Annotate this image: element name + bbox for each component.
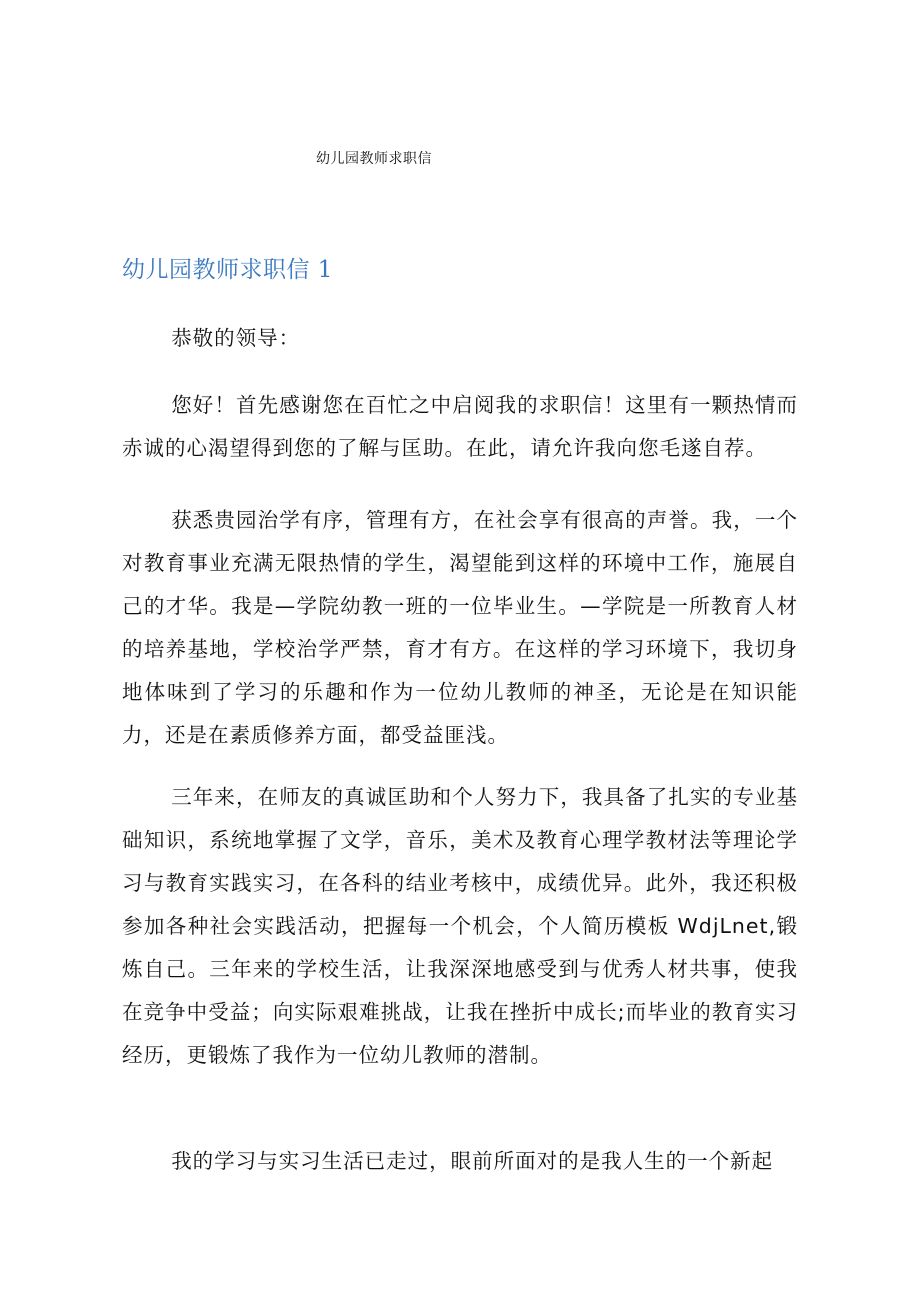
- section-heading: 幼儿园教师求职信 1: [122, 257, 333, 283]
- paragraph-skills-experience: 三年来，在师友的真诚匡助和个人努力下，我具备了扎实的专业基础知识，系统地掌握了文学，音乐，美术及教育心理学教材法等理论学习与教育实践实习，在各科的结业考核中，成绩优异。此外，我还积极参加各种社会实践活动，把握每一个机会，个人简历模板 WdjLnet,锻炼自己。三年来的学校生活，让我深深地感受到与优秀人材共事，使我在竞争中受益；向实际艰难挑战，让我在挫折中成长;而毕业的教育实习经历，更锻炼了我作为一位幼儿教师的潜制。: [122, 785, 798, 1067]
- paragraph-new-start: 我的学习与实习生活已走过，眼前所面对的是我人生的一个新起: [171, 1149, 774, 1173]
- salutation: 恭敬的领导：: [171, 326, 301, 350]
- document-header-title: 幼儿园教师求职信: [316, 151, 432, 167]
- paragraph-greeting: 您好！首先感谢您在百忙之中启阅我的求职信！这里有一颗热情而赤诚的心渴望得到您的了解与匡助。在此，请允许我向您毛遂自荐。: [122, 393, 798, 460]
- paragraph-school-background: 获悉贵园治学有序，管理有方，在社会享有很高的声誉。我，一个对教育事业充满无限热情的学生，渴望能到这样的环境中工作，施展自己的才华。我是—学院幼教一班的一位毕业生。—学院是一所教育人材的培养基地，学校治学严禁，育才有方。在这样的学习环境下，我切身地体味到了学习的乐趣和作为一位幼儿教师的神圣，无论是在知识能力，还是在素质修养方面，都受益匪浅。: [122, 508, 798, 747]
